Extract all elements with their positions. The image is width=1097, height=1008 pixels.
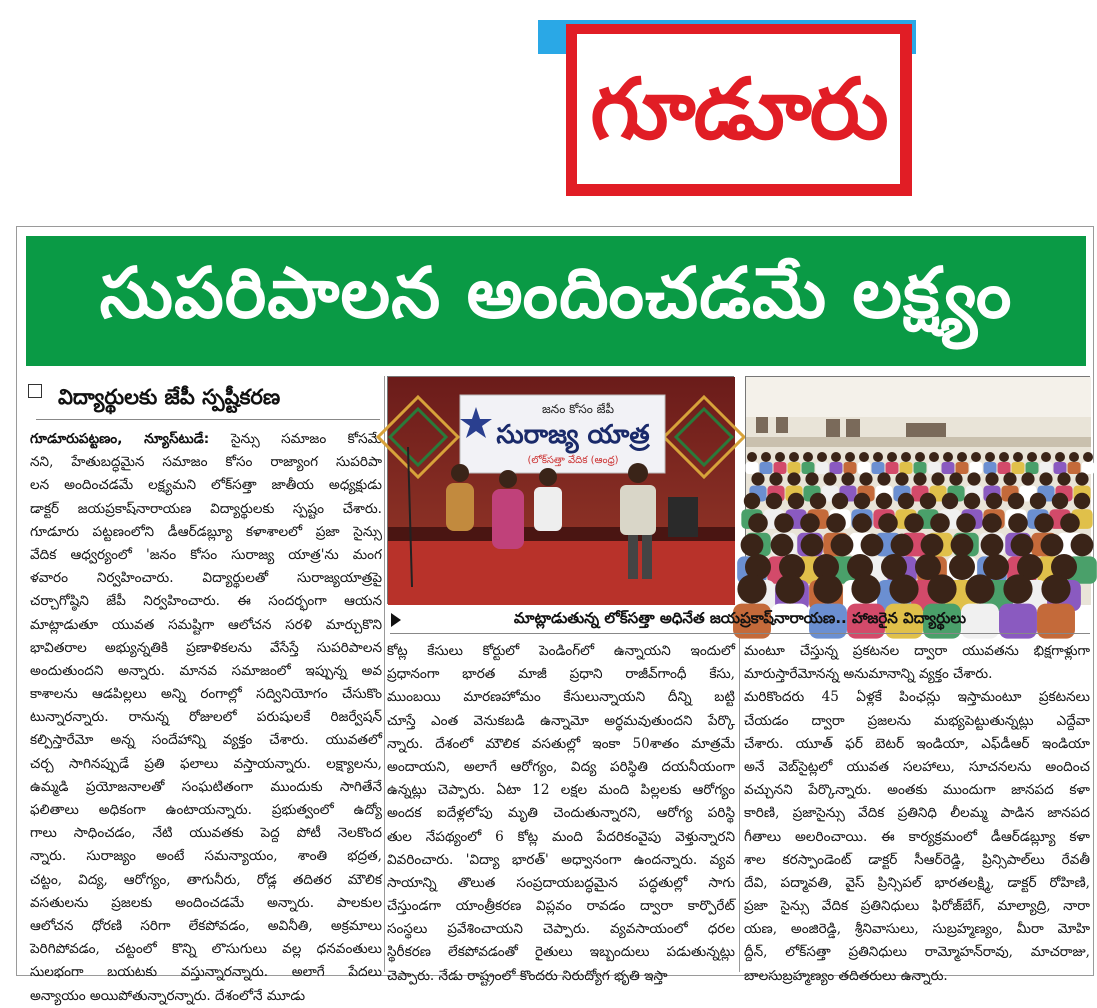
audience-person [873, 452, 883, 462]
audience-person [744, 493, 760, 509]
audience-person [1075, 472, 1088, 485]
audience-person [1011, 534, 1034, 557]
article-line: మరికొందరు 45 ఏళ్లకే పింఛన్లు ఇస్తామంటూ ప్రకటనలు [744, 689, 1090, 706]
audience-person [826, 513, 846, 533]
column-divider [739, 636, 740, 972]
article-line: వివరించారు. 'విద్యా భారత్' అధ్వానంగా ఉందన్నారు. వ్యవ [387, 851, 735, 868]
audience-person [1041, 452, 1051, 462]
audience-person [898, 493, 914, 509]
headline-banner [26, 236, 1086, 366]
audience-person [981, 534, 1004, 557]
audience-person [1041, 574, 1070, 603]
audience-person [1003, 472, 1016, 485]
audience-person [929, 452, 939, 462]
article-line: కోట్ల కేసులు కోర్టులో పెండింగ్‌లో ఉన్నాయని ఇందులో [387, 643, 735, 659]
article-line: వేదిక ఆధ్వర్యంలో 'జనం కోసం సురాజ్య యాత్ర'ను మంగ [30, 546, 382, 563]
article-line: అన్యాయం అయిపోతున్నారన్నారు. దేశంలోనే మూడు [30, 987, 306, 1004]
audience-person-body [914, 462, 927, 474]
audience-person [1060, 513, 1080, 533]
photo-caption-text: మాట్లాడుతున్న లోక్‌సత్తా అధినేత జయప్రకాష్‌నారాయణ.. హాజరైన విద్యార్థులు [513, 608, 967, 627]
article-line: న్నారు. సురాజ్యం అంటే సమన్యాయం, శాంతి భద్రత, [30, 848, 382, 865]
stage-photo [387, 376, 734, 604]
audience-photo [745, 376, 1090, 604]
audience-person [920, 493, 936, 509]
banner-title-text: సురాజ్య యాత్ర [496, 420, 650, 450]
audience-person [1057, 472, 1070, 485]
article-line: చర్చ సాగినప్పుడే ప్రతి ఫలాలు వస్తాయన్నారు. లక్ష్యాలను, [30, 755, 382, 772]
audience-person-body [1068, 462, 1081, 474]
audience-person [1041, 534, 1064, 557]
audience-person-body [802, 462, 815, 474]
audience-person [895, 472, 908, 485]
audience-person [1071, 534, 1094, 557]
audience-person [803, 452, 813, 462]
audience-person-body [984, 462, 997, 474]
audience-person [957, 452, 967, 462]
audience-person [985, 452, 995, 462]
article-line: బాలసుబ్రహ్మణ్యం తదితరులు ఉన్నారు. [744, 967, 948, 984]
audience-person [931, 472, 944, 485]
article-line: కల్పిస్తారేమో అన్న సందేహాన్ని వ్యక్తం చేశారు. యువతలో [30, 732, 382, 749]
audience-person-body [830, 462, 843, 474]
audience-person [1008, 493, 1024, 509]
audience-person [1074, 493, 1090, 509]
audience-person [951, 534, 974, 557]
article-line: తుల నేపథ్యంలో 6 కోట్ల మంది పేదరికంవైపు వెళ్తున్నారని [387, 828, 735, 845]
audience-person [787, 472, 800, 485]
photo-caption [390, 606, 1090, 634]
audience-person [913, 472, 926, 485]
article-line: స్థిరీకరణ లేకపోవడంతో రైతులు ఇబ్బందులు పడుతున్నట్లు [387, 944, 735, 961]
column-divider [384, 376, 385, 972]
article-column-left [30, 428, 382, 1008]
audience-person [1030, 493, 1046, 509]
audience-person-body [774, 462, 787, 474]
audience-person-body [746, 462, 759, 474]
audience-person-body [956, 462, 969, 474]
article-line: డాక్టర్ జయప్రకాష్‌నారాయణ విద్యార్థులకు స్పష్టం చేశారు. [30, 500, 382, 517]
article-line: మాట్లాడుతూ యువత సమష్టిగా ఆలోచన సరళి మార్చుకొని [30, 616, 382, 633]
audience-person [1055, 452, 1065, 462]
audience-person [999, 452, 1009, 462]
article-line: టున్నారన్నారు. రానున్న రోజులలో పరుషులకే రిజర్వేషన్ [30, 709, 382, 726]
article-line: అనే వెబ్‌సైట్లలో యువత సలహాలు, సూచనలను అందించ [744, 758, 1090, 775]
article-line: గూడూరు పట్టణంలోని డీఆర్‌డబ్ల్యూ కళాశాలలో ప్రజా సైన్సు [30, 523, 382, 540]
audience-person-body [844, 462, 857, 474]
caption-arrow-icon [391, 613, 401, 627]
audience-person [878, 513, 898, 533]
audience-person [1003, 574, 1032, 603]
article-line: ద్దీన్, లోక్‌సత్తా ప్రతినిధులు రామ్మోహన్‌రావు, మాచరాజు, [744, 944, 1090, 961]
article-line: గీతాలు అలరించాయి. ఈ కార్యక్రమంలో డీఆర్‌డబ్ల్యూ కళా [744, 828, 1090, 845]
audience-person-body [900, 462, 913, 474]
audience-person [949, 472, 962, 485]
audience-person [956, 513, 976, 533]
audience-person [967, 472, 980, 485]
audience-person [1083, 452, 1093, 462]
masthead-logo-inner [577, 34, 900, 184]
audience-person-body [942, 462, 955, 474]
article-line: అందాయని, అలాగే ఆరోగ్యం, విద్య పరిస్థితి దయనీయంగా [387, 758, 735, 775]
article-line: వసతులను ప్రజలకు అందించడమే అన్నారు. పాలకుల [30, 894, 382, 911]
audience-person [751, 472, 764, 485]
article-line: సంస్థలు ప్రవేశించాయని చెప్పారు. వ్యవసాయంలో ధరల [387, 921, 735, 938]
banner-sub-text: (లోక్‌సత్తా వేదిక (ఆంధ్ర) [527, 455, 619, 466]
article-line: చెప్పారు. నేడు రాష్ట్రంలో కొందరు నిరుద్యోగ భృతి ఇస్తా [387, 967, 668, 984]
article-line: చర్చాగోష్ఠిని జేపీ నిర్వహించారు. ఈ సందర్భంగా ఆయన [30, 593, 382, 610]
subheadline [36, 380, 380, 420]
audience-person [1027, 452, 1037, 462]
audience-person [949, 554, 975, 580]
article-line: చట్టం, విద్య, ఆరోగ్యం, తాగునీరు, రోడ్ల తదితర మౌలిక [30, 871, 382, 888]
subheadline-text: విద్యార్థులకు జేపీ స్పష్టీకరణ [58, 384, 281, 409]
audience-person-body [816, 462, 829, 474]
audience-person [747, 452, 757, 462]
audience-person-body [872, 462, 885, 474]
article-line: భావితరాల అభ్యున్నతికి ప్రణాళికలను వేసేస్తే సుపరిపాలన [30, 639, 382, 656]
audience-person [1013, 452, 1023, 462]
article-line: కాశాలను ఆడపిల్లలు అన్ని రంగాల్లో సద్వినియోగం చేసుకొం [30, 686, 382, 703]
audience-person [769, 472, 782, 485]
article-line: ళవారం నిర్వహించారు. విద్యార్థులతో సురాజ్యయాత్రపై [30, 570, 382, 587]
audience-person [854, 493, 870, 509]
banner-top-text: జనం కోసం జేపీ [542, 402, 614, 416]
audience-person [737, 574, 766, 603]
audience-person [800, 513, 820, 533]
audience-person [841, 472, 854, 485]
audience-person [942, 493, 958, 509]
audience-person [986, 493, 1002, 509]
article-line: కారిణి, ప్రజాసైన్సు వేదిక ప్రతినిధి లీలమ్మ పాడిన జానపద [744, 805, 1090, 822]
audience-person [971, 452, 981, 462]
audience-person [1052, 493, 1068, 509]
audience-person [805, 472, 818, 485]
audience-person [983, 554, 1009, 580]
article-line: వచ్చునని పేర్కొన్నారు. అంతకు ముందుగా జానపద కళా [744, 782, 1090, 799]
audience-person-body [998, 462, 1011, 474]
audience-person [774, 513, 794, 533]
audience-person [889, 574, 918, 603]
audience-person [851, 574, 880, 603]
audience-person [831, 452, 841, 462]
headline: సుపరిపాలన అందించడమే లక్ష్యం [99, 251, 1013, 334]
audience-person [832, 493, 848, 509]
audience-person [964, 493, 980, 509]
article-line: చూస్తే ఎంత వెనుకబడి ఉన్నామో అర్థమవుతుందని పేర్కొ [387, 712, 735, 729]
audience-person [930, 513, 950, 533]
audience-person-body [1082, 462, 1095, 474]
audience-person [877, 472, 890, 485]
audience-person-body [1040, 462, 1053, 474]
article-line: చేశారు. యూత్ ఫర్ బెటర్ ఇండియా, ఎఫ్‌డీఆర్ ఇండియా [744, 735, 1090, 752]
dateline: గూడూరుపట్టణం, న్యూస్‌టుడే: [30, 431, 232, 447]
article-line: చేస్తుండగా యాంత్రీకరణ విప్లవం రావడం ద్వారా కార్పొరేట్ [387, 898, 735, 915]
audience-person [741, 534, 764, 557]
article-line: అందుతుందని అన్నారు. మానవ సమాజంలో ఇప్పున్న అవ [30, 662, 382, 679]
audience-person [801, 534, 824, 557]
article-line: చేయడం ద్వారా ప్రజలను మభ్యపెట్టుతున్నట్లు ఎద్దేవా [744, 712, 1090, 729]
audience-person [982, 513, 1002, 533]
audience-person [766, 493, 782, 509]
audience-person [1008, 513, 1028, 533]
audience-person [810, 493, 826, 509]
audience-person [965, 574, 994, 603]
audience-person [817, 452, 827, 462]
audience-person [901, 452, 911, 462]
audience-person [823, 472, 836, 485]
audience-person [859, 472, 872, 485]
audience-person [943, 452, 953, 462]
article-line: మంటూ చేస్తున్న ప్రకటనల ద్వారా యువతను భిక్షగాళ్లుగా [744, 643, 1090, 659]
article-line: పెరిగిపోవడం, చట్టంలో కొన్ని లొసుగులు వల్ల ధనవంతులు [30, 941, 382, 958]
audience-person [748, 513, 768, 533]
audience-person [985, 472, 998, 485]
audience-person [887, 452, 897, 462]
audience-person [775, 574, 804, 603]
audience-person-body [760, 462, 773, 474]
audience-person-body [928, 462, 941, 474]
audience-person-body [788, 462, 801, 474]
audience-person [891, 534, 914, 557]
article-line: ప్రజా సైన్సు వేదిక ప్రతినిధులు ఫిరోజ్‌బేగ్, మాల్యాద్రి, నారా [744, 898, 1090, 915]
audience-person [876, 493, 892, 509]
audience-person [921, 534, 944, 557]
masthead-title: గూడూరు [590, 60, 887, 158]
article-line: నని, హేతుబద్ధమైన సమాజం కోసం రాజ్యాంగ సుపరిపా [30, 454, 382, 471]
audience-person [852, 513, 872, 533]
audience-person [1069, 452, 1079, 462]
audience-person [771, 534, 794, 557]
article-line: అందక ఐదేళ్లలోపు మృతి చెందుతున్నారని, ఆరోగ్య పరిస్థి [387, 805, 735, 822]
audience-person-body [1026, 462, 1039, 474]
article-line: ఉన్నట్లు చెప్పారు. ఏటా 12 లక్షల మంది పిల్లలకు ఆరోగ్యం [387, 782, 735, 799]
audience-person [1034, 513, 1054, 533]
audience-person [927, 574, 956, 603]
article-line: దేవి, పద్మావతి, వైస్ ప్రిన్సిపల్ భారతలక్ష్మి, డాక్టర్ రోహిణి, [744, 874, 1090, 891]
audience-person-body [858, 462, 871, 474]
audience-person [1021, 472, 1034, 485]
article-line: మారుస్తారేమోనన్న అనుమానాన్ని వ్యక్తం చేశారు. [744, 666, 993, 683]
audience-person [859, 452, 869, 462]
audience-person-body [886, 462, 899, 474]
article-line: ఫలితాలు అధికంగా ఉంటాయన్నారు. ప్రభుత్వంలో ఉద్యో [30, 802, 382, 818]
subhead-marker-icon [28, 384, 42, 398]
article-line: ప్రధానంగా భారత మాజీ ప్రధాని రాజీవ్‌గాంధీ కేసు, [387, 666, 735, 683]
article-line: సులభంగా బయటకు వస్తున్నారన్నారు. అలాగే పేదలు [30, 964, 382, 981]
audience-person-body [1054, 462, 1067, 474]
article-line: ఆలోచన ధోరణి సరిగా లేకపోవడం, అవినీతి, అక్రమాలు [30, 917, 382, 934]
article-line: శాల కరస్పాండెంట్ డాక్టర్ సీఆర్‌రెడ్డి, ప్రిన్సిపాల్‌లు రేవతీ [744, 851, 1090, 868]
audience-person [813, 574, 842, 603]
article-line: యణ, అంజిరెడ్డి, శ్రీనివాసులు, సుబ్రహ్మణ్యం, మీరా మోహి [744, 921, 1090, 938]
audience-person [761, 452, 771, 462]
audience-person [915, 452, 925, 462]
audience-person [861, 534, 884, 557]
audience-person [845, 452, 855, 462]
audience-person [904, 513, 924, 533]
article-line: గాలు సాధించడం, నేటి యువతకు పెద్ద పోటీ నెలకొంద [30, 825, 382, 842]
audience-person-body [1012, 462, 1025, 474]
article-line: సాయాన్ని తొలుత సంప్రదాయబద్ధమైన పద్ధతుల్లో సాగు [387, 874, 735, 891]
audience-person [775, 452, 785, 462]
article-column-right [744, 640, 1090, 988]
article-column-middle [387, 640, 735, 988]
article-line: గూడూరుపట్టణం, న్యూస్‌టుడే: సైన్సు సమాజం కోసమే [30, 431, 383, 447]
article-line: ముంబయి మారణహోమం కేసులున్నాయని దీన్ని బట్టి [387, 689, 735, 706]
audience-person-body [970, 462, 983, 474]
audience-person [788, 493, 804, 509]
audience-person [789, 452, 799, 462]
audience-person [831, 534, 854, 557]
article-line: లన అందించడమే లక్ష్యమని లోక్‌సత్తా జాతీయ అధ్యక్షుడు [30, 477, 382, 494]
article-line: ఉమ్మడి ప్రయోజనాలతో సంఘటితంగా ముందుకు సాగితేనే [30, 778, 382, 795]
audience-person [1039, 472, 1052, 485]
article-line: న్నారు. దేశంలో మౌలిక వసతుల్లో ఇంకా 50శాతం మాత్రమే [387, 735, 735, 752]
